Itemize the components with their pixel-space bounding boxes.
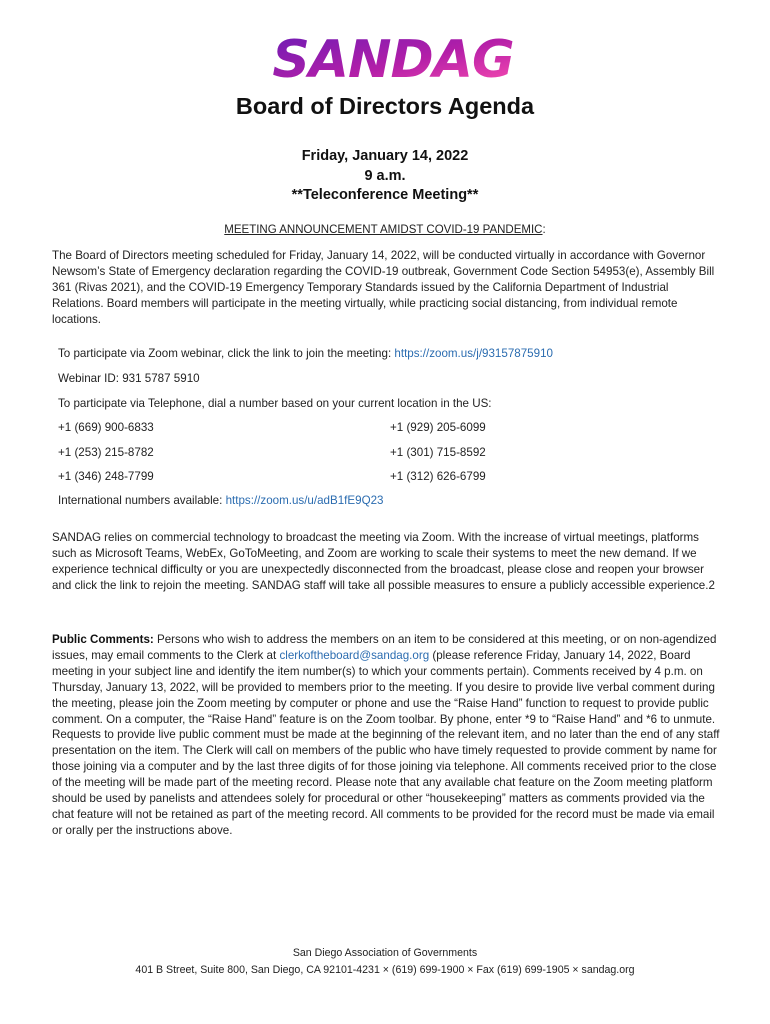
public-comments-paragraph xyxy=(52,632,722,839)
phone-number: +1 (669) 900-6833 xyxy=(58,421,154,434)
webinar-link[interactable]: https://zoom.us/j/93157875910 xyxy=(394,347,553,360)
svg-text:SANDAG: SANDAG xyxy=(272,30,514,86)
phone-number: +1 (253) 215-8782 xyxy=(58,446,154,459)
webinar-line xyxy=(58,347,553,360)
footer-org: San Diego Association of Governments xyxy=(292,947,478,959)
international-text: International numbers available: xyxy=(58,494,223,507)
phone-number: +1 (929) 205-6099 xyxy=(390,421,486,434)
clerk-email-link[interactable]: clerkoftheboard@sandag.org xyxy=(279,648,430,662)
webinar-text: To participate via Zoom webinar, click the link to join the meeting: xyxy=(58,347,392,360)
phone-number: +1 (312) 626-6799 xyxy=(390,470,486,483)
public-comments-text-2: (please reference Friday, January 14, 2022, Board meeting in your subject line and identify the item number(s) to which your comments pertain). Comments received by 4 p.m. on Thursday, January 13, 2022, will be provided to members prior to the meeting. If you desire to provide live verbal comment during the meeting, please join the Zoom meeting by computer or phone and use the “Raise Hand” function to request to provide public comment. On a computer, the “Raise Hand” feature is on the Zoom toolbar. By phone, enter *9 to “Raise Hand” and *6 to unmute. Requests to provide live public comment must be made at the beginning of the relevant item, and no later than the end of any staff presentation on the item. The Clerk will call on members of the public who have timely requested to provide comment by name for those joining via a computer and by the last three digits of for those joining via telephone. All comments received prior to the close of the meeting will be made part of the meeting record. Please note that any available chat feature on the Zoom meeting platform should be used by panelists and attendees solely for procedural or other “housekeeping” matters as comments provided via the chat feature will not be retained as part of the meeting record. All comments to be provided for the record must be made via email or orally per the instructions above. xyxy=(52,648,720,837)
meeting-time: 9 a.m. xyxy=(364,168,406,184)
phone-number: +1 (301) 715-8592 xyxy=(390,446,486,459)
announcement-heading-colon: : xyxy=(542,224,546,236)
public-comments-text-1: Persons who wish to address the members on an item to be considered at this meeting, or on non-agendized issues, may email comments to the Clerk at xyxy=(52,633,717,662)
international-link[interactable]: https://zoom.us/u/adB1fE9Q23 xyxy=(225,494,384,507)
announcement-heading xyxy=(0,224,770,236)
webinar-id: Webinar ID: 931 5787 5910 xyxy=(58,372,200,385)
public-comments-label: Public Comments: xyxy=(52,633,154,646)
phone-number: +1 (346) 248-7799 xyxy=(58,470,154,483)
page-title: Board of Directors Agenda xyxy=(235,93,535,119)
announcement-heading-text: MEETING ANNOUNCEMENT AMIDST COVID-19 PANDEMIC xyxy=(224,224,543,236)
meeting-type: **Teleconference Meeting** xyxy=(291,187,479,203)
announcement-body: The Board of Directors meeting scheduled for Friday, January 14, 2022, will be conducted virtually in accordance with Governor Newsom’s State of Emergency declaration regarding the COVID-19 outbreak, Government Code Section 54953(e), Assembly Bill 361 (Rivas 2021), and the COVID-19 Emergency Temporary Standards issued by the California Department of Industrial Relations. Board members will participate in the meeting virtually, while practicing social distancing, from individual remote locations. xyxy=(52,249,715,326)
sandag-logo xyxy=(248,30,538,86)
phone-text: To participate via Telephone, dial a number based on your current location in the US: xyxy=(58,397,492,410)
international-line xyxy=(58,494,384,507)
footer-address: 401 B Street, Suite 800, San Diego, CA 92101-4231 × (619) 699-1900 × Fax (619) 699-1905 × sandag.org xyxy=(135,964,635,976)
meeting-date: Friday, January 14, 2022 xyxy=(301,148,469,164)
technology-paragraph: SANDAG relies on commercial technology to broadcast the meeting via Zoom. With the increase of virtual meetings, platforms such as Microsoft Teams, WebEx, GoToMeeting, and Zoom are working to scale their systems to meet the new demand. If we experience technical difficulty or you are unexpectedly disconnected from the broadcast, please close and reopen your browser and click the link to rejoin the meeting. SANDAG staff will take all possible measures to ensure a publicly accessible experience.2 xyxy=(52,531,715,592)
